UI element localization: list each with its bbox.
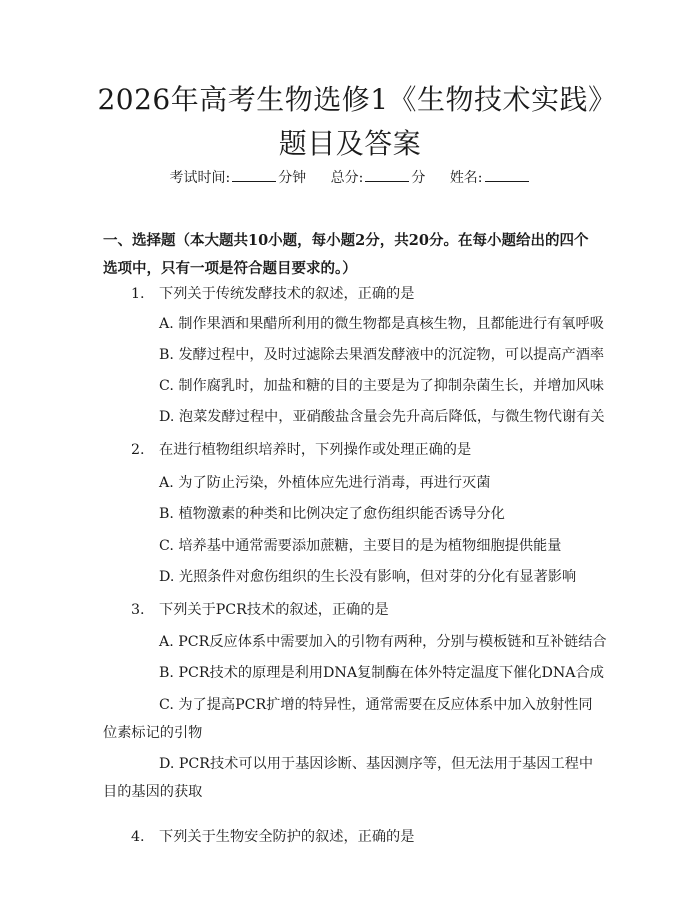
q3-option-b: B. PCR技术的原理是利用DNA复制酶在体外特定温度下催化DNA合成 xyxy=(159,665,604,681)
q1-option-d: D. 泡菜发酵过程中，亚硝酸盐含量会先升高后降低，与微生物代谢有关 xyxy=(159,409,605,425)
q3-option-d: D. PCR技术可以用于基因诊断、基因测序等，但无法用于基因工程中目的基因的获取 xyxy=(103,756,594,800)
question-3 xyxy=(131,599,389,621)
question-stem: 下列关于生物安全防护的叙述，正确的是 xyxy=(159,829,415,845)
q3-option-a: A. PCR反应体系中需要加入的引物有两种，分别与模板链和互补链结合 xyxy=(159,634,607,650)
exam-name xyxy=(450,170,531,186)
question-4 xyxy=(131,826,414,848)
q2-option-b: B. 植物激素的种类和比例决定了愈伤组织能否诱导分化 xyxy=(159,506,505,522)
exam-time-unit: 分钟 xyxy=(278,170,307,186)
exam-score-unit: 分 xyxy=(411,170,426,186)
exam-time xyxy=(169,170,306,186)
question-stem: 在进行植物组织培养时，下列操作或处理正确的是 xyxy=(159,442,472,458)
page-title: 2026年高考生物选修1《生物技术实践》题目及答案 xyxy=(97,83,603,160)
question-number: 2. xyxy=(131,442,145,458)
question-2 xyxy=(131,439,471,461)
q2-option-a: A. 为了防止污染，外植体应先进行消毒，再进行灭菌 xyxy=(159,475,491,491)
exam-name-label: 姓名: xyxy=(449,170,483,186)
q1-option-a: A. 制作果酒和果醋所利用的微生物都是真核生物，且都能进行有氧呼吸 xyxy=(159,316,604,332)
exam-score xyxy=(331,170,426,186)
question-1 xyxy=(131,283,414,305)
exam-score-blank xyxy=(365,169,409,182)
exam-time-label: 考试时间: xyxy=(169,170,231,186)
question-number: 3. xyxy=(131,602,145,618)
exam-info xyxy=(0,168,700,188)
exam-name-blank xyxy=(485,169,529,182)
q1-option-b: B. 发酵过程中，及时过滤除去果酒发酵液中的沉淀物，可以提高产酒率 xyxy=(159,347,605,363)
q2-option-d: D. 光照条件对愈伤组织的生长没有影响，但对芽的分化有显著影响 xyxy=(159,569,577,585)
q1-option-c: C. 制作腐乳时，加盐和糖的目的主要是为了抑制杂菌生长，并增加风味 xyxy=(159,378,604,394)
exam-time-blank xyxy=(232,169,276,182)
question-stem: 下列关于传统发酵技术的叙述，正确的是 xyxy=(159,286,415,302)
section-heading: 一、选择题（本大题共10小题，每小题2分，共20分。在每小题给出的四个选项中，只有一项是符合题目要求的。） xyxy=(103,232,589,277)
question-number: 4. xyxy=(131,829,145,845)
exam-score-label: 总分: xyxy=(330,170,364,186)
question-number: 1. xyxy=(131,286,145,302)
question-stem: 下列关于PCR技术的叙述，正确的是 xyxy=(159,602,389,618)
q3-option-c: C. 为了提高PCR扩增的特异性，通常需要在反应体系中加入放射性同位素标记的引物 xyxy=(103,697,593,741)
q2-option-c: C. 培养基中通常需要添加蔗糖，主要目的是为植物细胞提供能量 xyxy=(159,538,562,554)
